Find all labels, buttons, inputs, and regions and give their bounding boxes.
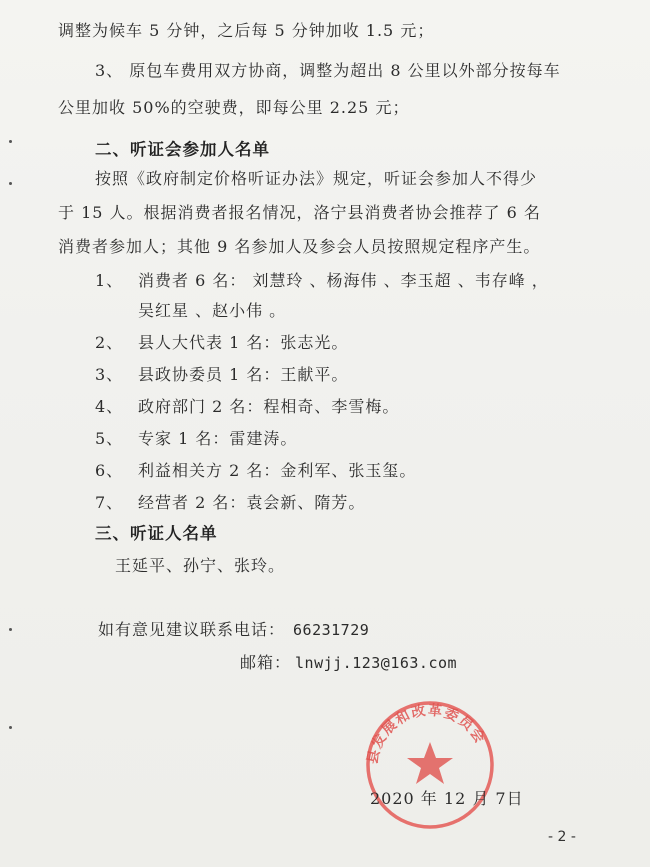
paragraph-continuation: 调整为候车 5 分钟，之后每 5 分钟加收 1.5 元； [58,21,435,40]
item-number: 6、 [95,461,124,480]
email-label: 邮箱： [240,653,292,672]
item-number: 1、 [95,271,124,290]
participant-item-3 [95,362,615,382]
item-number: 5、 [95,429,124,448]
item-text: 政府部门 2 名：程相奇、李雪梅。 [138,397,400,416]
margin-mark [9,182,12,185]
item3-line2: 公里加收 50%的空驶费，即每公里 2.25 元； [58,98,410,117]
participant-item-1-continued: 吴红星 、赵小伟 。 [138,301,287,320]
margin-mark [9,628,12,631]
item-text: 专家 1 名：雷建涛。 [138,429,298,448]
item-text: 县政协委员 1 名：王献平。 [138,365,349,384]
participant-item-1 [95,268,615,288]
item-number: 4、 [95,397,124,416]
participant-item-6 [95,458,615,478]
phone-label: 如有意见建议联系电话： [98,620,286,639]
section3-names: 王延平、孙宁、张玲。 [115,556,286,575]
item-text: 利益相关方 2 名：金利军、张玉玺。 [138,461,417,480]
margin-mark [9,726,12,729]
section2-heading: 二、听证会参加人名单 [95,140,270,159]
phone-number: 66231729 [293,621,370,639]
item-text: 县人大代表 1 名：张志光。 [138,333,349,352]
participant-item-4 [95,394,615,414]
participant-item-2 [95,330,615,350]
margin-mark [9,140,12,143]
participant-item-5 [95,426,615,446]
official-seal-stamp [355,690,505,830]
section3-heading: 三、听证人名单 [95,524,218,543]
section2-intro-line1: 按照《政府制定价格听证办法》规定，听证会参加人不得少 [95,169,538,188]
contact-phone-row [98,617,369,640]
document-date: 2020 年 12 月 7日 [370,789,524,808]
section2-intro-line3: 消费者参加人；其他 9 名参加人及参会人员按照规定程序产生。 [58,237,541,256]
contact-email-row [240,650,457,673]
page-number: - 2 - [548,829,576,845]
item-text: 经营者 2 名：袁会新、隋芳。 [138,493,366,512]
item3-line1: 3、 原包车费用双方协商，调整为超出 8 公里以外部分按每车 [95,61,561,80]
seal-star-icon [407,742,453,784]
item-number: 3、 [95,365,124,384]
item-text: 消费者 6 名： 刘慧玲 、杨海伟 、李玉超 、韦存峰 ， [138,271,549,290]
item-number: 7、 [95,493,124,512]
seal-text: 县发展和改革委员会 [364,702,489,766]
participant-item-7 [95,490,615,510]
email-address: lnwjj.123@163.com [295,654,458,672]
section2-intro-line2: 于 15 人。根据消费者报名情况，洛宁县消费者协会推荐了 6 名 [58,203,541,222]
item-number: 2、 [95,333,124,352]
